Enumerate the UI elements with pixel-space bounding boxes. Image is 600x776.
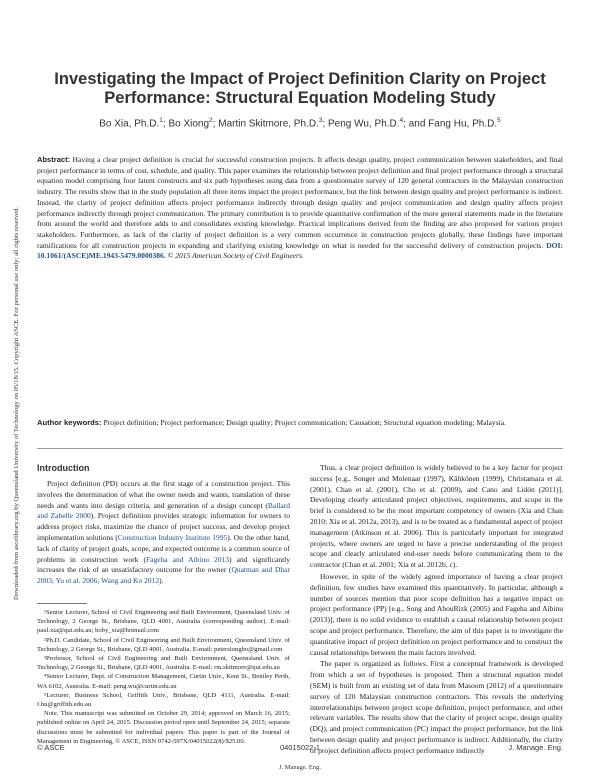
abstract <box>37 155 563 262</box>
author-5: and Fang Hu, Ph.D. <box>408 118 498 130</box>
download-notice <box>2 160 20 600</box>
author-3-affil: 3 <box>318 117 323 124</box>
doi-link[interactable]: DOI: 10.1061/(ASCE)ME.1943-5479.0000386. <box>37 240 563 261</box>
intro-left-column <box>37 479 290 587</box>
section-divider <box>37 448 563 449</box>
paper-title: Investigating the Impact of Project Definition Clarity on Project Performance: Structural Equation Modeling Study <box>54 70 546 107</box>
author-3: Martin Skitmore, Ph.D. <box>218 118 319 130</box>
intro-paragraph-4: The paper is organized as follows. First a conceptual framework is developed from which a set of hypotheses is proposed. Then a structural equation model (SEM) is built from an existing set of data from Masoom (2012) of a questionnaire survey of 120 Malaysian construction contractors. This reveals the underlying interrelationships between project scope definition, project performance, and other relevant variables. The results show that the clarity of project scope, design quality (DQ), and project communication (PC) impact the project performance, but the link between design quality and project performance is indirect. Additionally, the clarity of project definition affects project performance indirectly <box>310 659 563 755</box>
abstract-text: Having a clear project definition is crucial for successful construction projects. It affects design quality, project communication between stakeholders, and final project performance in terms of cost, schedule, and quality. This paper examines the relationship between project definition and final project performance through a structural equation model comprising four latent constructs and six path hypotheses using data from a questionnaire survey of 120 general contractors in the Malaysian construction industry. The results show that in the study population all three items impact the project performance, but the link between design quality and project performance is indirect. Instead, the clarity of project definition affects project performance indirectly through design quality and project communication and design quality affects project performance indirectly through project communication. The primary contribution is to provide quantitative confirmation of the more general statements made in the literature from around the world and therefore adds to and consolidates existing knowledge. Practical implications derived from the finding are also proposed for various project stakeholders. Furthermore, as lack of the clarity of project definition is a very common occurrence in construction projects globally, these findings have important ramifications for all construction projects in expanding and clarifying existing knowledge on what is needed for the successful delivery of construction projects. <box>37 155 563 250</box>
citation-link[interactable]: Construction Industry Institute 1995 <box>117 532 228 542</box>
footnote-4: ⁴Senior Lecturer, Dept. of Construction Management, Curtin Univ., Kent St., Bentley Perth, WA 6102, Australia. E-mail: peng.wu@curtin.edu.au <box>37 673 290 690</box>
citation-link[interactable]: Ballard and Zabelle 2000 <box>37 500 290 521</box>
abstract-label: Abstract: <box>37 155 71 164</box>
copyright: © 2015 American Society of Civil Engineers. <box>167 251 304 261</box>
footnote-note: Note. This manuscript was submitted on October 29, 2014; approved on March 16, 2015; published online on April 24, 2015. Discussion period open until September 24, 2015; separate discussions must be submitted for individual papers. This paper is part of the Journal of Management in Engineering, © ASCE, ISSN 0742-597X/04015022(8)/$25.00. <box>37 710 290 745</box>
author-4: Peng Wu, Ph.D. <box>328 118 400 130</box>
intro-text: ). Project definition provides strategic information for owners to address project risks, maximize the chance of project success, and develop project implementation solutions ( <box>37 511 290 542</box>
intro-heading: Introduction <box>37 463 90 473</box>
footnote-3: ³Professor, School of Civil Engineering and Built Environment, Queensland Univ. of Technology, 2 George St., Brisbane, QLD 4001, Australia. E-mail: rm.skitmore@qut.edu.au <box>37 655 290 672</box>
intro-right-column <box>310 463 563 757</box>
intro-text: ) and significantly increases the risk of an unsatisfactory outcome for the owner ( <box>37 554 290 575</box>
footnotes <box>37 608 290 746</box>
author-5-affil: 5 <box>497 117 501 124</box>
intro-text: ). <box>159 576 164 586</box>
footer-bottom-journal: J. Manage. Eng. <box>278 764 322 771</box>
download-notice-text: Downloaded from ascelibrary.org by Queensland University of Technology on 05/18/15. Copyright ASCE. For personal use only; all rights reserved. <box>13 207 20 600</box>
footnote-5: ⁵Lecturer, Business School, Griffith Univ., Brisbane, QLD 4111, Australia. E-mail: f.hu@griffith.edu.au <box>37 691 290 709</box>
footer-page-number: 04015022-1 <box>279 743 321 752</box>
author-1: Bo Xia, Ph.D. <box>99 118 160 130</box>
citation-link[interactable]: Quatman and Dhar 2003; Yu et al. 2006; Wang and Ko 2012 <box>37 565 290 586</box>
author-2: Bo Xiong <box>168 118 210 130</box>
citation-link[interactable]: Fageha and Aibinu 2013 <box>145 554 230 564</box>
author-1-affil: 1 <box>159 117 163 124</box>
author-list: Bo Xia, Ph.D.$^1$; Bo Xiong$^2$; Martin Skitmore, Ph.D.$^3$; Peng Wu, Ph.D.$^4$; and Fang Hu, Ph.D.$^5$ <box>99 117 501 130</box>
footnote-1: ¹Senior Lecturer, School of Civil Engineering and Built Environment, Queensland Univ. of Technology, 2 George St., Brisbane, QLD 4001, Australia (corresponding author). E-mail: paul.xia@qut.edu.au; boby_xia@hotmail.com <box>37 609 290 635</box>
footnote-2: ²Ph.D. Candidate, School of Civil Engineering and Built Environment, Queensland Univ. of Technology, 2 George St., Brisbane, QLD 4001, Australia. E-mail: petersiongbo@gmail.com <box>37 636 290 653</box>
footnote-divider <box>37 603 87 604</box>
keywords <box>37 417 563 428</box>
keywords-text: Project definition; Project performance; Design quality; Project communication; Causation; Structural equation modeling; Malaysia. <box>103 418 507 427</box>
intro-text: Project definition (PD) occurs at the first stage of a construction project. This involves the determination of what the owner needs and wants, translation of these needs and wants into design criteria, and generation of a design concept ( <box>37 479 290 510</box>
author-4-affil: 4 <box>399 117 404 124</box>
intro-paragraph-1 <box>37 479 290 587</box>
footer-copyright: © ASCE <box>37 743 65 752</box>
intro-paragraph-2: Thus, a clear project definition is widely believed to be a key factor for project success [e.g., Songer and Molenaar (1997), Kähkönen (1999), Christamara et al. (2001), Chan et al. (2001), Cho et al. (2009), and Cano and Lidón (2011)]. Developing clearly articulated project objectives, requirements, and scope in the brief is considered to be the most important competency of owners (Xia and Chan 2010; Xia et al. 2012a, 2013), and is to be treated as a fundamental aspect of project management (Atkinson et al. 2006). This is particularly important for integrated projects, where owners are urged to have a precise understanding of the project scope and clearly articulated end-user needs before communicating them to the contractor (Chan et al. 2001; Xia et al. 2012b, c). <box>310 463 563 570</box>
author-2-affil: 2 <box>209 117 213 124</box>
footer-journal: J. Manage. Eng. <box>508 743 563 752</box>
intro-text: ). On the other hand, lack of clarity of project goals, scope, and expected outcome is a common source of problems in construction work ( <box>37 532 290 564</box>
intro-paragraph-3: However, in spite of the widely agreed importance of having a clear project definition, few studies have examined this quantitatively. In particular, although a number of sources mention that poor scope definition has a negative impact on project performance (PP) [e.g., Song and AbouRizk (2005) and Fageha and Aibinu (2013)], there is no solid evidence to establish a causal relationship between project scope and project performance. Therefore, the aim of this paper is to investigate the quantitative impact of project definition on project performance and to construct the causal relationships between the main factors involved. <box>310 571 563 657</box>
keywords-label: Author keywords: <box>37 418 102 427</box>
